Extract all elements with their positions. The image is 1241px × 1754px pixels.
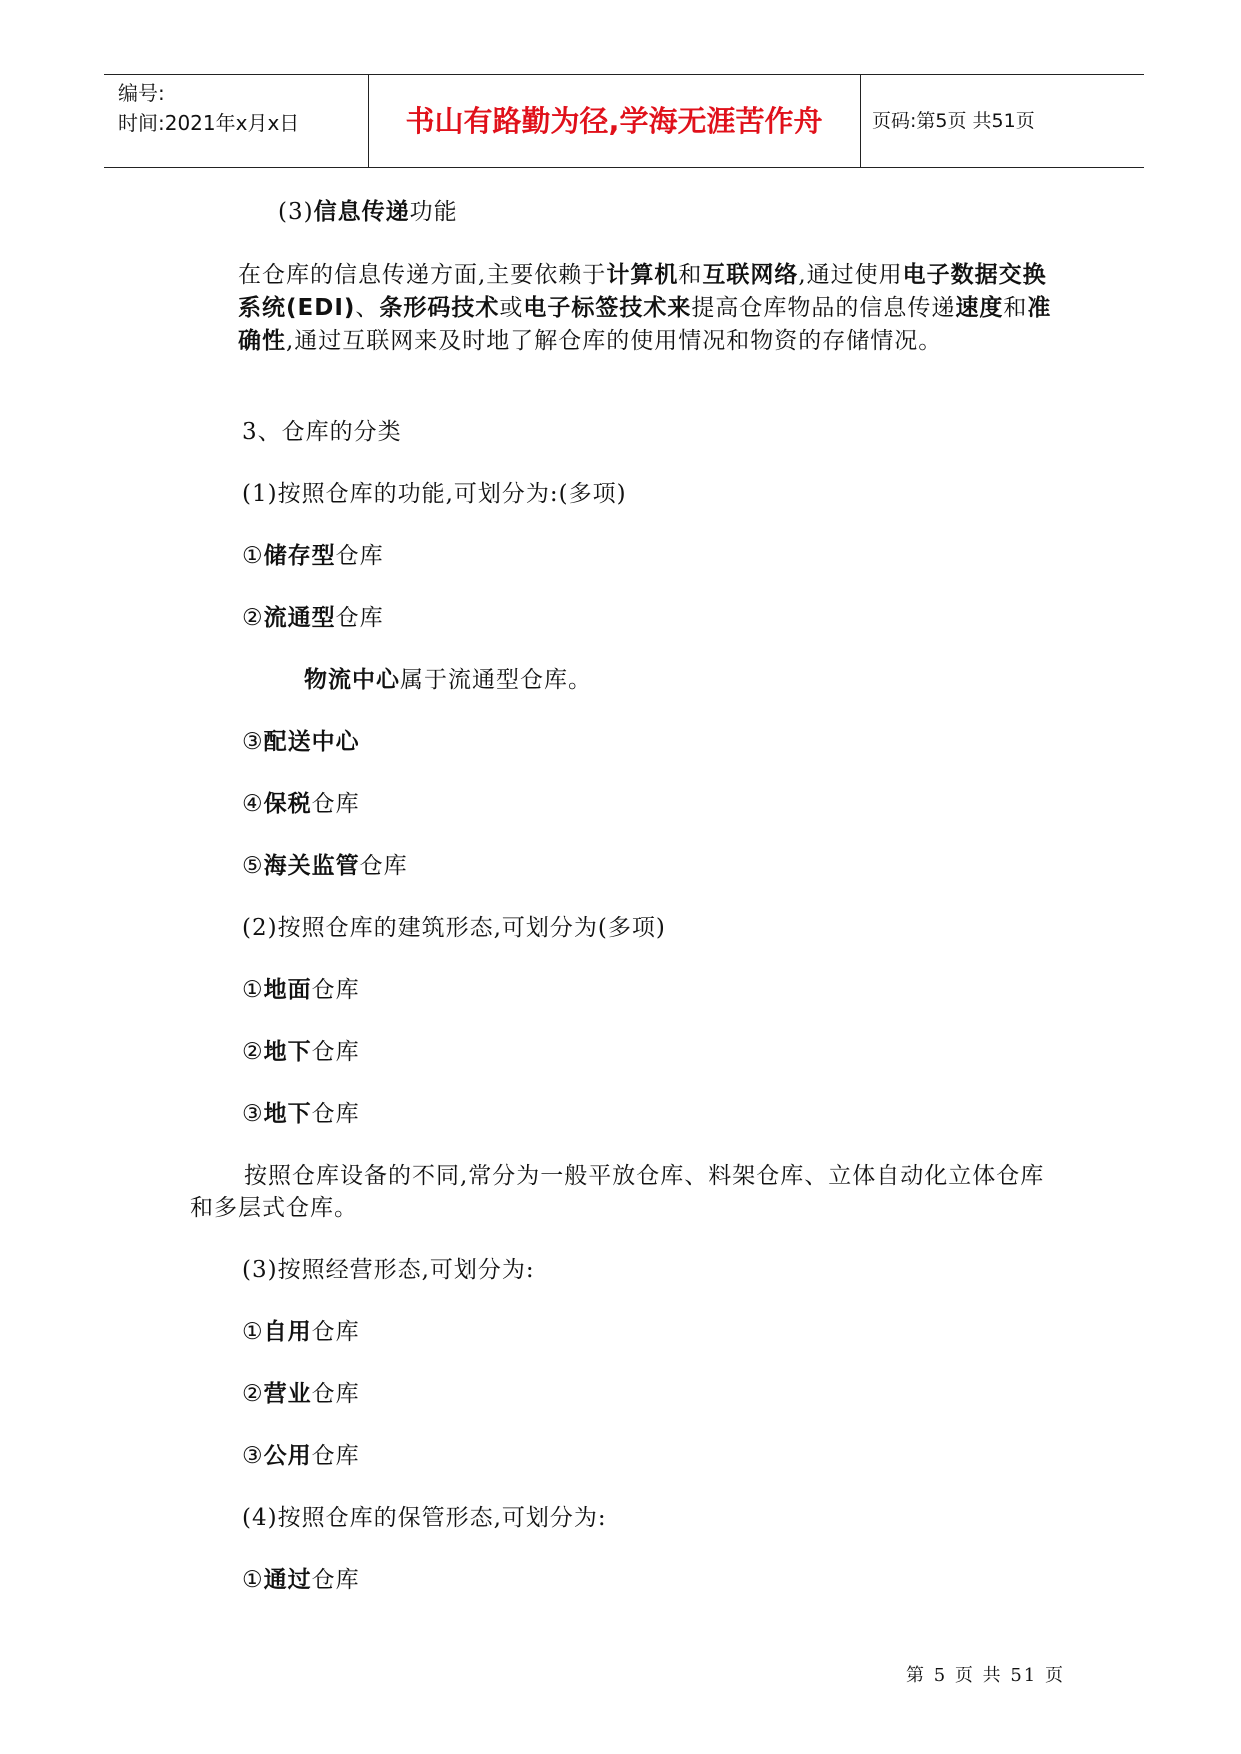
header-divider-right xyxy=(860,74,861,168)
item-bold: 地下 xyxy=(263,1101,312,1127)
page-header xyxy=(104,74,1144,168)
page-footer: 第 5 页 共 51 页 xyxy=(906,1665,1065,1686)
para-bold: 准确性 xyxy=(238,295,1052,354)
item-bold: 海关监管 xyxy=(263,853,360,879)
item-suffix: 仓库 xyxy=(311,1039,360,1065)
para-bold: 电子数据交换系统(EDI) xyxy=(238,262,1047,321)
header-divider-left xyxy=(368,74,369,168)
item-marker: ① xyxy=(242,977,264,1003)
list-item xyxy=(242,974,360,1006)
item-marker: ③ xyxy=(242,1443,264,1469)
para-text: 、 xyxy=(355,295,380,321)
list-item xyxy=(242,1036,360,1068)
section-3-title: 3、仓库的分类 xyxy=(242,419,402,445)
logistics-center-note xyxy=(304,664,592,696)
item-suffix: 仓库 xyxy=(335,543,384,569)
item-bold: 公用 xyxy=(263,1443,312,1469)
note-text: 属于流通型仓库。 xyxy=(400,667,592,693)
item-marker: ② xyxy=(242,1039,264,1065)
item-marker: ① xyxy=(242,1319,264,1345)
heading-suffix: 功能 xyxy=(409,199,458,225)
para-text: 和 xyxy=(1003,295,1028,321)
para-bold: 互联网络 xyxy=(702,262,799,288)
item-marker: ② xyxy=(242,1381,264,1407)
time-label: 时间:2021年x月x日 xyxy=(118,111,300,135)
item-suffix: 仓库 xyxy=(311,977,360,1003)
item-bold: 自用 xyxy=(263,1319,312,1345)
item-bold: 地下 xyxy=(263,1039,312,1065)
para-text: 或 xyxy=(499,295,524,321)
list-item xyxy=(242,540,384,572)
info-transfer-paragraph xyxy=(238,259,1054,358)
list-item xyxy=(242,1440,360,1472)
classification-3-title: (3)按照经营形态,可划分为: xyxy=(242,1257,535,1283)
item-suffix: 仓库 xyxy=(311,1101,360,1127)
item-marker: ② xyxy=(242,605,264,631)
item-bold: 地面 xyxy=(263,977,312,1003)
item-marker: ⑤ xyxy=(242,853,264,879)
header-meta xyxy=(118,78,299,138)
para-bold: 电子标签技术来 xyxy=(523,295,692,321)
header-page-label: 页码:第5页 共51页 xyxy=(872,110,1035,132)
list-item xyxy=(242,1564,360,1596)
para-bold: 计算机 xyxy=(606,262,679,288)
item-bold: 配送中心 xyxy=(263,729,360,755)
para-text: 在仓库的信息传递方面,主要依赖于 xyxy=(238,262,607,288)
item-suffix: 仓库 xyxy=(311,1319,360,1345)
item-bold: 储存型 xyxy=(263,543,336,569)
item-bold: 营业 xyxy=(263,1381,312,1407)
para-bold: 速度 xyxy=(955,295,1004,321)
item-bold: 流通型 xyxy=(263,605,336,631)
classification-1-title: (1)按照仓库的功能,可划分为:(多项) xyxy=(242,481,627,507)
item-bold: 保税 xyxy=(263,791,312,817)
note-bold: 物流中心 xyxy=(304,667,400,693)
item-marker: ③ xyxy=(242,729,264,755)
item-suffix: 仓库 xyxy=(335,605,384,631)
para-text: 提高仓库物品的信息传递 xyxy=(691,295,956,321)
list-item xyxy=(242,1098,360,1130)
classification-4-title: (4)按照仓库的保管形态,可划分为: xyxy=(242,1505,607,1531)
item-marker: ① xyxy=(242,1567,264,1593)
item-suffix: 仓库 xyxy=(311,1567,360,1593)
item-marker: ① xyxy=(242,543,264,569)
heading-bold: 信息传递 xyxy=(313,199,410,225)
list-item xyxy=(242,1378,360,1410)
header-motto: 书山有路勤为径,学海无涯苦作舟 xyxy=(405,104,823,138)
item-marker: ③ xyxy=(242,1101,264,1127)
item-bold: 通过 xyxy=(263,1567,312,1593)
list-item xyxy=(242,1316,360,1348)
list-item xyxy=(242,788,360,820)
heading-number: (3) xyxy=(278,199,314,225)
para-text: ,通过使用 xyxy=(798,262,903,288)
list-item xyxy=(242,850,408,882)
section-info-transfer-heading xyxy=(278,196,458,228)
doc-number-label: 编号: xyxy=(118,81,165,105)
item-marker: ④ xyxy=(242,791,264,817)
item-suffix: 仓库 xyxy=(311,791,360,817)
classification-2-title: (2)按照仓库的建筑形态,可划分为(多项) xyxy=(242,915,666,941)
para-text: ,通过互联网来及时地了解仓库的使用情况和物资的存储情况。 xyxy=(286,328,943,354)
item-suffix: 仓库 xyxy=(311,1381,360,1407)
para-bold: 条形码技术 xyxy=(379,295,500,321)
item-suffix: 仓库 xyxy=(311,1443,360,1469)
para-text: 和 xyxy=(678,262,703,288)
item-suffix: 仓库 xyxy=(359,853,408,879)
equipment-paragraph: 按照仓库设备的不同,常分为一般平放仓库、料架仓库、立体自动化立体仓库和多层式仓库。 xyxy=(190,1163,1045,1221)
list-item xyxy=(242,602,384,634)
list-item xyxy=(242,726,360,758)
